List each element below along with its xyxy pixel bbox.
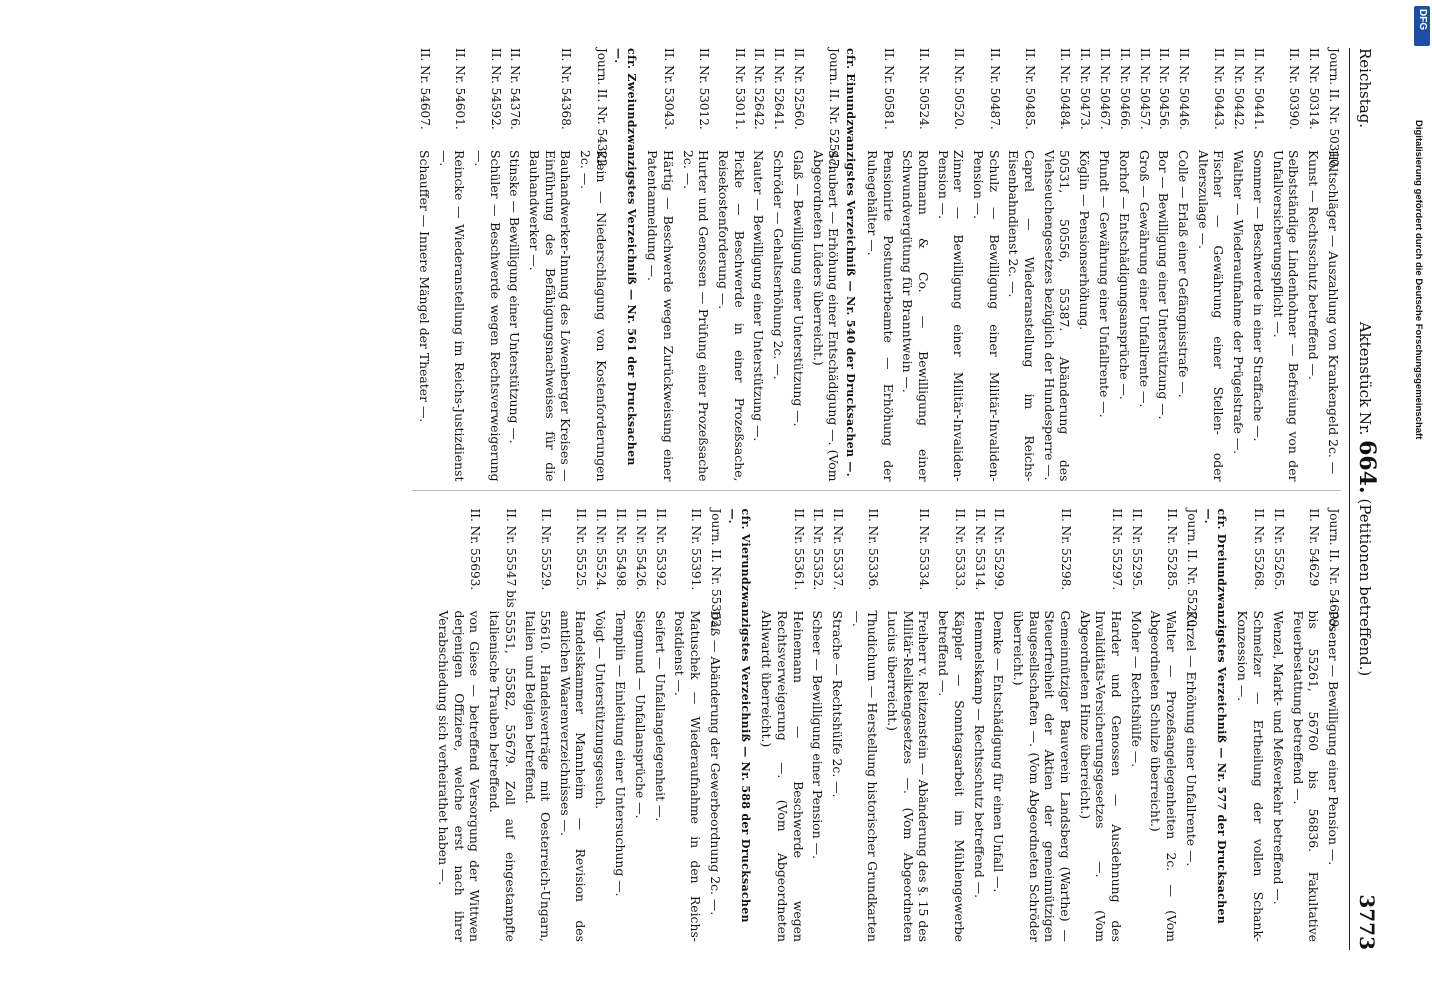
petition-text: Handelskammer Mannheim — Revision des amtlichen Waarenverzeichnisses —. xyxy=(557,610,589,942)
petition-text: Schmelzer — Ertheilung der vollen Schank-Konzession —. xyxy=(1235,610,1267,942)
petition-text: Schulz — Bewilligung einer Militär-Invaliden-Pension —. xyxy=(971,150,1002,482)
petition-entry xyxy=(715,48,746,482)
journal-reference: Journ. II. Nr. 50310. xyxy=(1327,48,1341,171)
petition-entry xyxy=(971,48,1002,482)
petition-entry xyxy=(1041,48,1072,482)
petition-entry xyxy=(810,48,841,482)
journal-reference: Journ. II. Nr. 55270. xyxy=(1184,508,1199,632)
journal-reference: Journ. II. Nr. 52547. xyxy=(827,48,842,171)
journal-reference: II. Nr. 54376. xyxy=(508,48,523,130)
petition-text: Sommer — Beschwerde in einer Straffache —. xyxy=(1251,150,1267,442)
petition-entry xyxy=(645,48,676,482)
petition-text: Pickle — Beschwerde in einer Prozeßsache, Reisekostenforderung —. xyxy=(716,150,747,482)
petition-entry xyxy=(759,509,806,943)
journal-reference: II. Nr. 50390. xyxy=(1287,48,1302,130)
journal-reference: II. Nr. 55334. xyxy=(917,508,932,591)
journal-reference: II. Nr. 55265. xyxy=(1271,508,1286,591)
petition-text: Caprel — Wiederanstellung im Reichs-Eisenbahndienst 2c. —. xyxy=(1006,150,1038,482)
header-center xyxy=(1354,322,1380,677)
document-label: Aktenstück Nr. xyxy=(1356,321,1374,436)
petition-text: Käppler — Sonntagsarbeit im Mühlengewerbe betreffend —. xyxy=(936,610,967,942)
petition-entry xyxy=(672,509,703,943)
section-heading: cfr. Zweiundzwanzigstes Verzeichniß — Nr. 561 der Drucksachen —. xyxy=(611,48,638,466)
petition-text: Moher — Rechtshülfe —. xyxy=(1128,610,1144,768)
petition-entry xyxy=(936,509,967,943)
petition-text: Scheer — Bewilligung einer Pension —. xyxy=(810,610,826,860)
journal-reference: II. Nr. 55426. xyxy=(633,508,648,591)
journal-reference: II. Nr. 50484. xyxy=(1058,48,1073,130)
text-column xyxy=(412,48,1341,491)
side-note xyxy=(1412,120,1424,990)
petition-entry xyxy=(527,48,574,482)
petition-text: Höltschläger — Auszahlung von Krankengeld 2c. — xyxy=(1326,150,1341,475)
journal-reference: II. Nr. 55336. xyxy=(866,508,881,591)
petition-text: Seifert — Unfallangelegenheit —. xyxy=(652,610,668,822)
petition-text: Thudichum — Herstellung historischer Grundkarten —. xyxy=(849,610,881,942)
journal-reference: II. Nr. 50467. xyxy=(1098,48,1112,130)
petition-entry xyxy=(900,48,931,482)
petition-entry xyxy=(830,509,846,943)
petition-entry xyxy=(1116,48,1132,482)
petition-entry xyxy=(1195,48,1226,482)
petition-entry xyxy=(507,48,523,482)
petition-entry xyxy=(1128,509,1144,943)
journal-reference: II. Nr. 55337. xyxy=(831,508,846,591)
petition-text: Rothmann & Co. — Bewilligung einer Schwundvergütung für Branntwein —. xyxy=(900,150,931,482)
petition-text: Templin — Einleitung einer Untersuchung —. xyxy=(613,610,629,897)
journal-reference: II. Nr. 50466. xyxy=(1117,48,1132,130)
petition-text: Strache — Rechtshülfe 2c. —. xyxy=(830,610,846,798)
journal-reference: II. Nr. 54607. xyxy=(417,48,432,130)
page-header xyxy=(1349,48,1380,950)
journal-reference: II. Nr. 54592. xyxy=(488,48,503,130)
journal-reference: II. Nr. 55547 bis xyxy=(503,508,518,608)
journal-reference: II. Nr. 55297. xyxy=(1109,508,1124,591)
petition-entry xyxy=(1290,509,1321,943)
petition-entry xyxy=(593,509,609,943)
petition-text: 55551, 55582, 55679. Zoll auf eingestampfte italienische Trauben betreffend. xyxy=(487,610,518,942)
dfg-logo xyxy=(1414,6,1430,46)
petition-text: Bauhandwerker-Innung des Löwenberger Kreises — Einführung des Befähigungsnachweises für die Bauhandwerker —. xyxy=(527,150,574,482)
petition-entry xyxy=(652,509,668,943)
petition-text: Pensionirte Postunterbeamte — Erhöhung der Ruhegehälter —. xyxy=(864,150,896,482)
petition-entry xyxy=(1270,509,1286,943)
dfg-logo-text: DFG xyxy=(1417,9,1428,31)
petition-text: bis 55261, 56760 bis 56836. Fakultative Feuerbestattung betreffend —. xyxy=(1290,610,1322,942)
journal-reference: II. Nr. 50487. xyxy=(987,48,1002,130)
petition-entry xyxy=(1325,48,1341,482)
petition-text: Glaß — Bewilligung einer Unterstützung —. xyxy=(791,150,806,427)
petition-entry xyxy=(810,509,826,943)
journal-reference: II. Nr. 50443. xyxy=(1212,48,1227,130)
petition-entry xyxy=(771,48,787,482)
journal-reference: II. Nr. 52642. xyxy=(752,48,767,130)
journal-reference: II. Nr. 54601. xyxy=(453,48,468,130)
petition-entry xyxy=(707,509,723,943)
petition-text: Nauter — Bewilligung einer Unterstützung —. xyxy=(751,150,767,442)
journal-reference: II. Nr. 55525. xyxy=(574,508,589,591)
journal-reference: Journ. II. Nr. 54322. xyxy=(594,48,609,171)
journal-reference: II. Nr. 54368. xyxy=(559,48,574,130)
petition-entry xyxy=(471,48,502,482)
petition-entry xyxy=(1156,48,1172,482)
petition-entry xyxy=(1148,509,1179,943)
petition-text: Posener — Bewilligung einer Pension —. xyxy=(1326,610,1341,866)
journal-reference: II. Nr. 50485. xyxy=(1023,48,1038,130)
petition-text: Selbstständige Lindenhohner — Befreiung von der Unfallversicherungspflicht —. xyxy=(1270,150,1302,482)
text-columns xyxy=(412,48,1341,950)
petition-text: Schröder — Gehaltserhöhung 2c. —. xyxy=(771,150,787,380)
petition-text: Reincke — Wiederanstellung im Reichs-Justizdienst —. xyxy=(436,150,468,482)
petition-entry xyxy=(1006,48,1037,482)
petition-text: Voigt — Unterstützungsgesuch. xyxy=(593,610,609,810)
journal-reference: II. Nr. 55498. xyxy=(614,508,629,591)
petition-entry xyxy=(1136,48,1152,482)
petition-text: Walter — Prozeßangelegenheiten 2c. — (Vom Abgeordneten Schulze überreicht.) xyxy=(1148,610,1180,942)
section-heading: cfr. Vierundzwanzigstes Verzeichniß — Nr. 588 der Drucksachen —. xyxy=(725,508,752,923)
petition-text: Zinner — Bewilligung einer Militär-Invaliden-Pension —. xyxy=(935,150,967,482)
petition-entry xyxy=(1096,48,1112,482)
petition-text: Siegmund — Unfallansprüche —. xyxy=(632,610,648,819)
journal-reference: II. Nr. 50457. xyxy=(1137,48,1152,130)
petition-text: Freiherr v. Reitzenstein — Abänderung des §. 15 des Militär-Reliktengesetzes —. (Vom Abgeordneten Lucius überreicht.) xyxy=(885,610,932,942)
journal-reference: II. Nr. 52641. xyxy=(772,48,787,130)
petition-text: Stinske — Bewilligung einer Unterstützung —. xyxy=(507,150,523,444)
petition-entry xyxy=(935,48,966,482)
petition-text: Matuschek — Wiederaufnahme in den Reichs-Postdienst —. xyxy=(672,610,703,942)
journal-reference: II. Nr. 53011. xyxy=(732,48,747,130)
page-number: 3773 xyxy=(1355,894,1379,950)
section-heading: cfr. Dreiundzwanzigstes Verzeichniß — Nr. 577 der Drucksachen —. xyxy=(1201,508,1228,925)
petition-entry xyxy=(416,48,432,482)
journal-reference: II. Nr. 50314. xyxy=(1307,48,1322,130)
petition-text: Köglin — Pensionserhöhung. xyxy=(1077,150,1093,331)
journal-reference: II. Nr. 55524. xyxy=(594,508,609,591)
journal-reference: II. Nr. 50520. xyxy=(952,48,967,130)
petition-entry xyxy=(1183,509,1199,943)
journal-reference: II. Nr. 55361. xyxy=(791,508,806,591)
petition-entry xyxy=(578,48,609,482)
journal-reference: II. Nr. 55391. xyxy=(689,508,703,591)
petition-text: Heinemann — Beschwerde wegen Rechtsverweigerung —. (Vom Abgeordneten Ahlwardt überreicht.) xyxy=(759,610,806,942)
journal-reference: II. Nr. 55314. xyxy=(972,508,987,591)
petition-text: Schubert — Erhöhung einer Entschädigung —. (Vom Abgeordneten Lüders überreicht.) xyxy=(810,150,842,482)
petition-entry xyxy=(436,48,467,482)
journal-reference: II. Nr. 55352. xyxy=(811,508,826,591)
petition-text: Wenzel, Markt- und Meßverkehr betreffend —. xyxy=(1270,610,1286,905)
journal-reference: II. Nr. 55285. xyxy=(1165,508,1180,591)
petition-text: Schüler — Beschwerde wegen Rechtsverweigerung —. xyxy=(472,150,503,482)
petition-text: Härtig — Beschwerde wegen Zurückweisung einer Patentanmeldung —. xyxy=(645,150,676,482)
journal-reference: II. Nr. 50442. xyxy=(1232,48,1247,130)
document-note: (Petitionen betreffend.) xyxy=(1356,498,1374,677)
journal-reference: Journ. II. Nr. 54609. xyxy=(1327,508,1341,632)
petition-entry xyxy=(1176,48,1192,482)
petition-text: Kunst — Rechtsschutz betreffend —. xyxy=(1306,150,1322,380)
petition-text: von Giese — betreffend Versorgung der Wittwen derjenigen Offiziere, welche erst nach ihrer Verabschiedung sich verheirathet haben —. xyxy=(436,610,483,942)
header-left: Reichstag. xyxy=(1356,48,1374,129)
petition-entry xyxy=(1077,48,1093,482)
document-number: 664. xyxy=(1354,440,1380,494)
petition-entry xyxy=(557,509,588,943)
petition-text: Rorhof — Entschädigungsansprüche —. xyxy=(1116,150,1132,400)
petition-entry xyxy=(1250,48,1266,482)
petition-entry xyxy=(1235,509,1266,943)
petition-text: Hurter und Genossen — Prüfung einer Prozeßsache 2c. —. xyxy=(680,150,712,482)
journal-reference: II. Nr. 55333. xyxy=(952,508,967,591)
journal-reference: Journ. II. Nr. 55362. xyxy=(708,508,723,632)
journal-reference: II. Nr. 55529. xyxy=(539,508,554,591)
petition-entry xyxy=(991,509,1007,943)
text-column xyxy=(412,509,1341,951)
journal-reference: II. Nr. 55299. xyxy=(992,508,1007,591)
petition-text: Walther — Wiederaufnahme der Prügelstrafe —. xyxy=(1231,150,1247,455)
petition-entry xyxy=(1231,48,1247,482)
petition-text: Bor — Bewilligung einer Unterstützung —. xyxy=(1156,150,1172,420)
journal-reference: II. Nr. 50446. xyxy=(1177,48,1192,130)
section-heading: cfr. Einundzwanzigstes Verzeichniß — Nr. 540 der Drucksachen —. xyxy=(844,48,858,477)
journal-reference: II. Nr. 55295. xyxy=(1129,508,1144,591)
petition-entry xyxy=(849,509,880,943)
petition-text: 55610. Handelsverträge mit Oesterreich-Ungarn, Italien und Belgien betreffend. xyxy=(522,610,554,942)
journal-reference: II. Nr. 55298. xyxy=(1058,508,1073,591)
petition-entry xyxy=(436,509,483,943)
petition-text: Pfundt — Gewährung einer Unfallrente —. xyxy=(1097,150,1112,418)
petition-entry xyxy=(612,509,628,943)
petition-text: Harder und Genossen — Ausdehnung des Invaliditäts-Versicherungsgesetzes —. (Vom Abgeordneten Hinze überreicht.) xyxy=(1077,610,1124,942)
journal-reference: II. Nr. 54629 xyxy=(1307,508,1322,587)
journal-reference: II. Nr. 50441. xyxy=(1252,48,1267,130)
journal-reference: II. Nr. 50456. xyxy=(1157,48,1172,130)
side-note-text: Digitalisierung gefördert durch die Deutsche Forschungsgemeinschaft xyxy=(1413,120,1424,440)
petition-entry xyxy=(1270,48,1301,482)
journal-reference: II. Nr. 55693. xyxy=(468,508,483,591)
petition-entry xyxy=(1325,509,1341,943)
journal-reference: II. Nr. 50473. xyxy=(1078,48,1093,130)
journal-reference: II. Nr. 53043. xyxy=(661,48,676,130)
petition-text: 50531, 50556, 55387. Abänderung des Viehseuchengesetzes bezüglich der Hundesperre —. xyxy=(1041,150,1073,482)
petition-text: Demke — Entschädigung für einen Unfall —. xyxy=(991,610,1007,893)
petition-entry xyxy=(1011,509,1073,943)
journal-reference: II. Nr. 50581. xyxy=(881,48,896,130)
petition-text: Schauffer — Innere Mängel der Theater —. xyxy=(416,150,432,423)
petition-text: Kurzel — Erhöhung einer Unfallrente —. xyxy=(1183,610,1199,867)
petition-entry xyxy=(790,48,806,482)
petition-text: Fischer — Gewährung einer Stellen- oder Alterszulage —. xyxy=(1195,150,1227,482)
petition-entry xyxy=(1077,509,1124,943)
petition-entry xyxy=(487,509,518,943)
petition-entry xyxy=(680,48,711,482)
petition-entry xyxy=(632,509,648,943)
petition-entry xyxy=(971,509,987,943)
petition-text: Colle — Erlaß einer Gefängnisstrafe —. xyxy=(1176,150,1192,398)
journal-reference: II. Nr. 53012. xyxy=(697,48,712,130)
petition-text: Hemmelskamp — Rechtsschutz betreffend —. xyxy=(971,610,987,899)
petition-text: Daß — Abänderung der Gewerbeordnung 2c. —. xyxy=(707,610,723,916)
petition-text: Klein — Niederschlagung von Kostenforderungen 2c. —. xyxy=(578,150,609,482)
petition-entry xyxy=(864,48,895,482)
petition-text: Gemeinnütziger Bauverein Landsberg (Warthe) — Steuerfreiheit der Aktien der gemeinnützigen Baugesellschaften —. (Vom Abgeordneten Schröder überreicht.) xyxy=(1011,610,1073,942)
journal-reference: II. Nr. 50524. xyxy=(916,48,931,130)
petition-entry xyxy=(751,48,767,482)
journal-reference: II. Nr. 52560. xyxy=(792,48,806,130)
petition-text: Groß — Gewährung einer Unfallrente —. xyxy=(1136,150,1152,408)
journal-reference: II. Nr. 55392. xyxy=(653,508,668,591)
petition-entry xyxy=(885,509,932,943)
petition-entry xyxy=(1306,48,1322,482)
petition-entry xyxy=(522,509,553,943)
journal-reference: II. Nr. 55268. xyxy=(1252,508,1267,591)
